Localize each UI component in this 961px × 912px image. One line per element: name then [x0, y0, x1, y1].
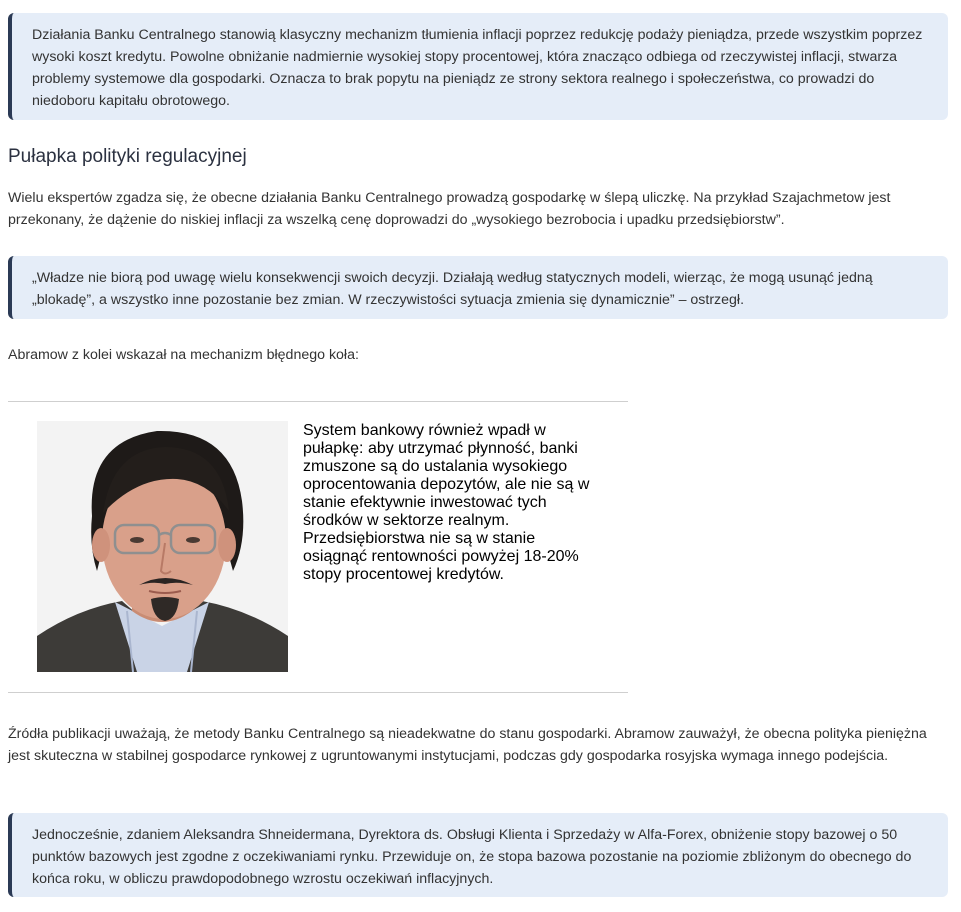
photo-caption: System bankowy również wpadł w pułapkę: aby utrzymać płynność, banki zmuszone są do ustalania wysokiego oprocentowania depozytów, ale nie są w stanie efektywnie inwestować tych środków w sektorze realnym. Przedsiębiorstwa nie są w stanie osiągnąć rentowności powyżej 18-20% stopy procentowej kredytów.	[303, 422, 590, 583]
blockquote-text: Działania Banku Centralnego stanowią klasyczny mechanizm tłumienia inflacji poprzez redukcję podaży pieniądza, przede wszystkim poprzez wysoki koszt kredytu. Powolne obniżanie nadmiernie wysokiej stopy procentowej, która znacząco odbiega od rzeczywistej inflacji, stwarza problemy systemowe dla gospodarki. Oznacza to brak popytu na pieniądz ze strony sektora realnego i społeczeństwa, co prowadzi do niedoboru kapitału obrotowego.	[32, 27, 923, 109]
portrait-photo	[37, 421, 288, 672]
blockquote-text: „Władze nie biorą pod uwagę wielu konsekwencji swoich decyzji. Działają według statycznych modeli, wierząc, że mogą usunąć jedną „blokadę”, a wszystko inne pozostanie bez zmian. W rzeczywistości sytuacja zmienia się dynamicznie” – ostrzegł.	[32, 270, 873, 308]
blockquote-central-bank	[8, 13, 948, 120]
paragraph-abramov-intro: Abramow z kolei wskazał na mechanizm błędnego koła:	[8, 347, 359, 363]
blockquote-authorities	[8, 256, 948, 319]
section-heading: Pułapka polityki regulacyjnej	[8, 146, 247, 167]
paragraph-sources: Źródła publikacji uważają, że metody Banku Centralnego są nieadekwatne do stanu gospodarki. Abramow zauważył, że obecna polityka pieniężna jest skuteczna w stabilnej gospodarce rynkowej z ugruntowanymi instytucjami, podczas gdy gospodarka rosyjska wymaga innego podejścia.	[8, 726, 927, 764]
blockquote-shneiderman	[8, 813, 948, 897]
paragraph-experts: Wielu ekspertów zgadza się, że obecne działania Banku Centralnego prowadzą gospodarkę w ślepą uliczkę. Na przykład Szajachmetow jest przekonany, że dążenie do niskiej inflacji za wszelką cenę doprowadzi do „wysokiego bezrobocia i upadku przedsiębiorstw”.	[8, 190, 891, 228]
divider-bottom	[8, 692, 628, 693]
blockquote-text: Jednocześnie, zdaniem Aleksandra Shneidermana, Dyrektora ds. Obsługi Klienta i Sprzedaży w Alfa-Forex, obniżenie stopy bazowej o 50 punktów bazowych jest zgodne z oczekiwaniami rynku. Przewiduje on, że stopa bazowa pozostanie na poziomie zbliżonym do obecnego do końca roku, w obliczu prawdopodobnego wzrostu oczekiwań inflacyjnych.	[32, 827, 912, 887]
divider-top	[8, 401, 628, 402]
